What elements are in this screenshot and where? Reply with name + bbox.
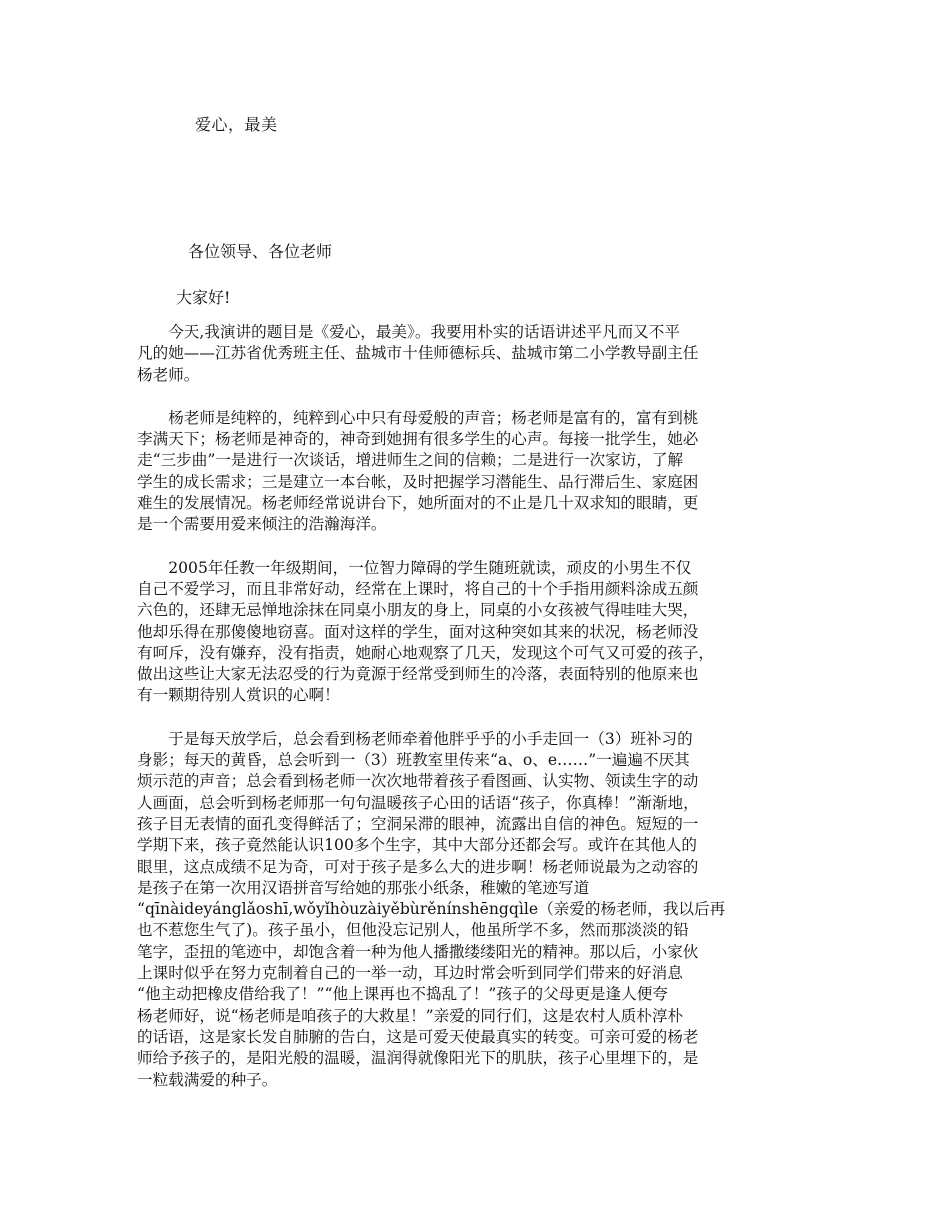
paragraph-line: 难生的发展情况。杨老师经常说讲台下，她所面对的不止是几十双求知的眼睛，更 xyxy=(137,494,699,513)
paragraph-line: 有一颗期待别人赏识的心啊！ xyxy=(137,686,340,705)
document-title: 爱心，最美 xyxy=(195,115,278,134)
paragraph-line: 杨老师是纯粹的，纯粹到心中只有母爱般的声音；杨老师是富有的，富有到桃 xyxy=(137,408,699,427)
paragraph-line: 于是每天放学后，总会看到杨老师牵着他胖乎乎的小手走回一（3）班补习的 xyxy=(137,729,693,748)
paragraph-line: 也不惹您生气了)。孩子虽小，但他没忘记别人，他虽所学不多，然而那淡淡的铅 xyxy=(137,921,689,940)
paragraph-line: 眼里，这点成绩不足为奇，可对于孩子是多么大的进步啊！杨老师说最为之动容的 xyxy=(137,857,699,876)
paragraph-line: “他主动把橡皮借给我了！”“他上课再也不捣乱了！”孩子的父母更是逢人便夸 xyxy=(137,985,668,1004)
paragraph-line: “qīnàideyánglǎoshī,wǒyǐhòuzàiyěbùrěnínshēngqìle（亲爱的杨老师，我以后再 xyxy=(137,900,726,919)
paragraph-line: 今天,我演讲的题目是《爱心，最美》。我要用朴实的话语讲述平凡而又不平 xyxy=(137,323,680,341)
paragraph-4 xyxy=(137,729,829,1091)
paragraph-line: 烦示范的声音；总会看到杨老师一次次地带着孩子看图画、认实物、领读生字的动 xyxy=(137,772,699,791)
paragraph-line: 李满天下；杨老师是神奇的，神奇到她拥有很多学生的心声。每接一批学生，她必 xyxy=(137,430,699,449)
paragraph-line: 是一个需要用爱来倾注的浩瀚海洋。 xyxy=(137,515,387,534)
paragraph-line: 2005年任教一年级期间，一位智力障碍的学生随班就读，顽皮的小男生不仅 xyxy=(137,558,692,577)
paragraph-line: 孩子目无表情的面孔变得鲜活了；空洞呆滞的眼神，流露出自信的神色。短短的一 xyxy=(137,814,699,833)
paragraph-line: 人画面，总会听到杨老师那一句句温暖孩子心田的话语“孩子，你真棒！”渐渐地， xyxy=(137,793,699,812)
paragraph-line: 自己不爱学习，而且非常好动，经常在上课时，将自己的十个手指用颜料涂成五颜 xyxy=(137,579,699,598)
speech-body xyxy=(137,322,829,1113)
paragraph-line: 杨老师好，说“杨老师是咱孩子的大救星！”亲爱的同行们，这是农村人质朴淳朴 xyxy=(137,1006,684,1025)
paragraph-line: 学生的成长需求；三是建立一本台帐，及时把握学习潜能生、品行滞后生、家庭困 xyxy=(137,472,699,491)
paragraph-1 xyxy=(137,322,829,386)
paragraph-3 xyxy=(137,558,829,707)
paragraph-line: 六色的，还肆无忌惮地涂抹在同桌小朋友的身上，同桌的小女孩被气得哇哇大哭， xyxy=(137,601,699,620)
paragraph-line: 的话语，这是家长发自肺腑的告白，这是可爱天使最真实的转变。可亲可爱的杨老 xyxy=(137,1027,699,1046)
paragraph-line: 笔字，歪扭的笔迹中，却饱含着一种为他人播撒缕缕阳光的精神。那以后，小家伙 xyxy=(137,942,699,961)
paragraph-line: 走“三步曲”一是进行一次谈话，增进师生之间的信赖；二是进行一次家访，了解 xyxy=(137,451,684,470)
paragraph-line: 杨老师。 xyxy=(137,365,200,384)
paragraph-line: 上课时似乎在努力克制着自己的一举一动，耳边时常会听到同学们带来的好消息 xyxy=(137,964,683,983)
salutation: 各位领导、各位老师 xyxy=(188,242,333,261)
paragraph-line: 身影；每天的黄昏，总会听到一（3）班教室里传来“a、o、e……”一遍遍不厌其 xyxy=(137,751,690,770)
paragraph-line: 凡的她——江苏省优秀班主任、盐城市十佳师德标兵、盐城市第二小学教导副主任 xyxy=(137,344,699,363)
paragraph-line: 一粒载满爱的种子。 xyxy=(137,1070,278,1089)
greeting: 大家好! xyxy=(176,288,231,307)
paragraph-line: 做出这些让大家无法忍受的行为竟源于经常受到师生的冷落，表面特别的他原来也 xyxy=(137,665,699,684)
paragraph-line: 师给予孩子的，是阳光般的温暖，温润得就像阳光下的肌肤，孩子心里埋下的，是 xyxy=(137,1049,699,1068)
paragraph-line: 是孩子在第一次用汉语拼音写给她的那张小纸条，稚嫩的笔迹写道 xyxy=(137,878,590,897)
paragraph-line: 他却乐得在那傻傻地窃喜。面对这样的学生，面对这种突如其来的状况，杨老师没 xyxy=(137,622,699,641)
paragraph-2 xyxy=(137,408,829,536)
paragraph-line: 学期下来，孩子竟然能认识100多个生字，其中大部分还都会写。或许在其他人的 xyxy=(137,836,697,855)
paragraph-line: 有呵斥，没有嫌弃，没有指责，她耐心地观察了几天，发现这个可气又可爱的孩子， xyxy=(137,643,714,662)
